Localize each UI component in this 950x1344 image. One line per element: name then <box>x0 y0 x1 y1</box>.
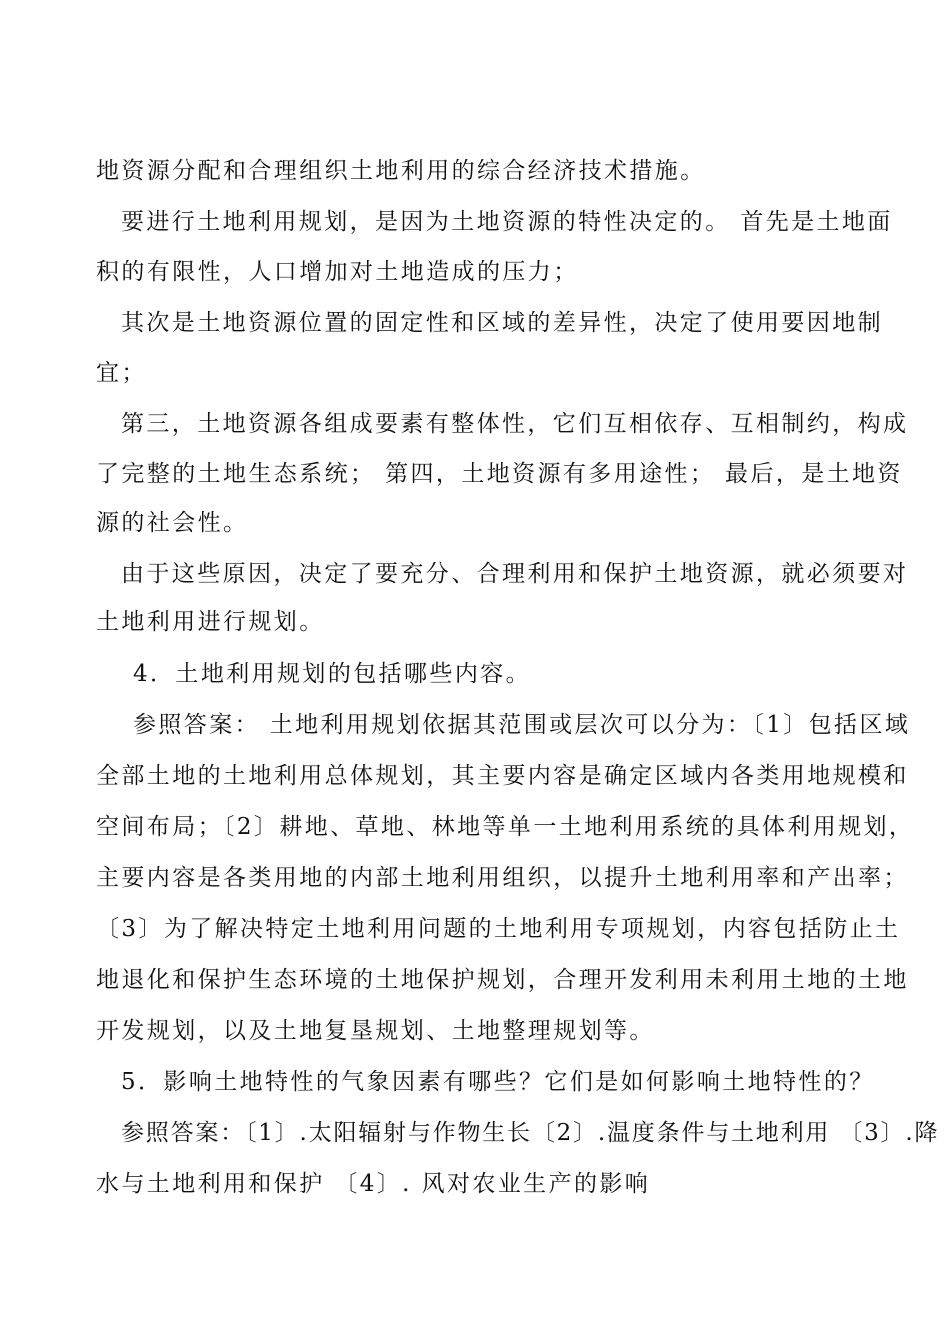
text-line-2: 要进行土地利用规划，是因为土地资源的特性决定的。 首先是土地面 <box>121 209 893 235</box>
question-4: 4．土地利用规划的包括哪些内容。 <box>133 661 532 687</box>
text-line-4: 其次是土地资源位置的固定性和区域的差异性，决定了使用要因地制 <box>121 310 883 336</box>
answer-4-line-3: 空间布局；〔2〕耕地、草地、林地等单一土地利用系统的具体利用规划， <box>96 814 915 840</box>
answer-4-line-2: 全部土地的土地利用总体规划，其主要内容是确定区域内各类用地规模和 <box>96 763 909 789</box>
text-line-1: 地资源分配和合理组织土地利用的综合经济技术措施。 <box>96 158 706 184</box>
answer-4-line-4: 主要内容是各类用地的内部土地利用组织，以提升土地利用率和产出率； <box>96 865 909 891</box>
answer-4-line-7: 开发规划，以及土地复垦规划、土地整理规划等。 <box>96 1018 655 1044</box>
text-line-9: 由于这些原因，决定了要充分、合理利用和保护土地资源，就必须要对 <box>121 561 909 587</box>
question-5: 5．影响土地特性的气象因素有哪些？它们是如何影响土地特性的？ <box>121 1069 875 1095</box>
text-line-7: 了完整的土地生态系统； 第四，土地资源有多用途性； 最后，是土地资 <box>96 461 903 487</box>
answer-5-line-2: 水与土地利用和保护 〔4〕. 风对农业生产的影响 <box>96 1171 651 1197</box>
text-line-3: 积的有限性，人口增加对土地造成的压力； <box>96 259 579 285</box>
text-line-10: 土地利用进行规划。 <box>96 609 325 635</box>
text-line-5: 宜； <box>96 360 147 386</box>
text-line-8: 源的社会性。 <box>96 510 249 536</box>
answer-4-line-6: 地退化和保护生态环境的土地保护规划，合理开发利用未利用土地的土地 <box>96 967 909 993</box>
answer-5-line-1: 参照答案：〔1〕.太阳辐射与作物生长〔2〕.温度条件与土地利用 〔3〕.降 <box>121 1120 940 1146</box>
answer-4-line-5: 〔3〕为了解决特定土地利用问题的土地利用专项规划，内容包括防止土 <box>96 916 901 942</box>
answer-4-line-1: 参照答案： 土地利用规划依据其范围或层次可以分为：〔1〕包括区域 <box>133 712 911 738</box>
text-line-6: 第三，土地资源各组成要素有整体性，它们互相依存、互相制约，构成 <box>121 411 909 437</box>
